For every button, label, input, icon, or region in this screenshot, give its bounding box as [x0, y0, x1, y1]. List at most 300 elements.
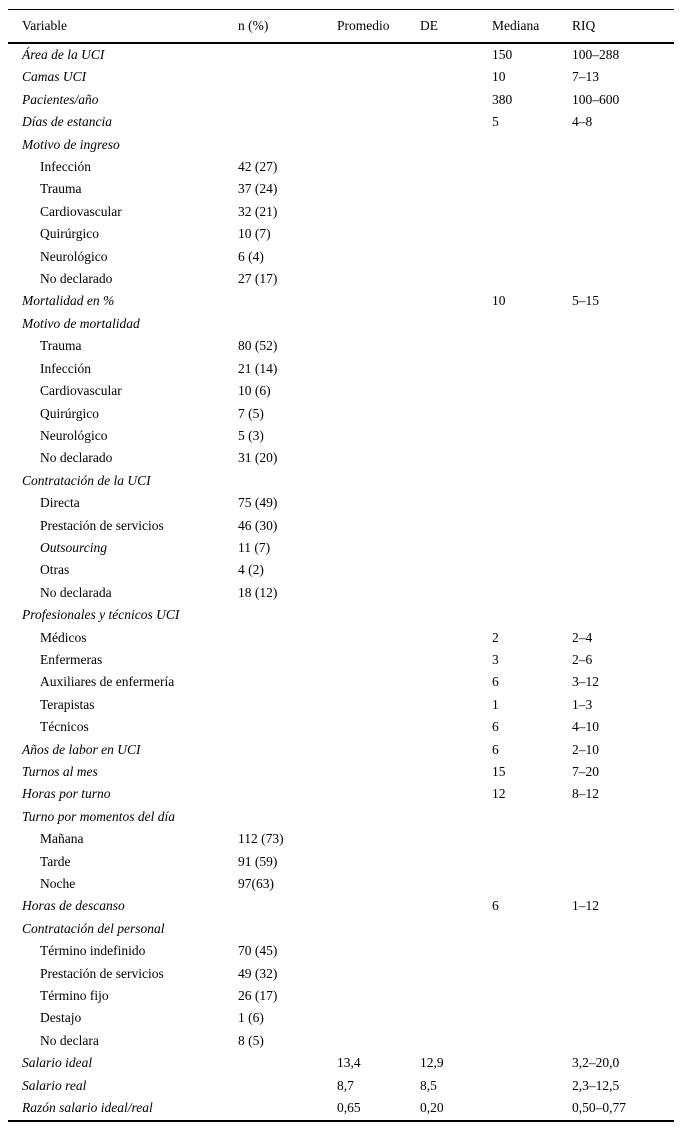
cell-promedio — [337, 246, 420, 268]
row-label: Área de la UCI — [22, 47, 105, 62]
cell-de — [420, 470, 492, 492]
cell-promedio — [337, 335, 420, 357]
cell-n — [238, 895, 337, 917]
cell-n: 8 (5) — [238, 1032, 264, 1048]
cell-mediana — [492, 201, 572, 223]
cell-de — [420, 358, 492, 380]
row-label: No declara — [40, 1032, 99, 1048]
row-label: Término fijo — [40, 988, 109, 1004]
cell-de — [420, 313, 492, 335]
cell-riq: 100–600 — [572, 91, 620, 107]
cell-promedio — [337, 134, 420, 156]
table-row — [8, 43, 674, 66]
cell-promedio — [337, 828, 420, 850]
cell-de — [420, 89, 492, 111]
cell-riq — [572, 380, 674, 402]
table-row — [8, 425, 674, 447]
row-label: Outsourcing — [40, 539, 107, 555]
cell-promedio — [337, 783, 420, 805]
cell-promedio — [337, 66, 420, 88]
cell-riq — [572, 335, 674, 357]
table-row — [8, 537, 674, 559]
cell-n: 91 (59) — [238, 853, 278, 869]
row-label: Directa — [40, 495, 80, 511]
row-label: Razón salario ideal/real — [22, 1100, 153, 1116]
table-row — [8, 985, 674, 1007]
cell-n — [238, 806, 337, 828]
cell-n — [238, 470, 337, 492]
cell-n — [238, 627, 337, 649]
row-label: Infección — [40, 360, 91, 376]
cell-mediana — [492, 515, 572, 537]
row-label: Prestación de servicios — [40, 517, 164, 533]
cell-riq: 4–8 — [572, 114, 593, 130]
row-label: Trauma — [40, 338, 82, 354]
cell-promedio — [337, 537, 420, 559]
cell-mediana: 380 — [492, 91, 513, 107]
cell-mediana: 3 — [492, 651, 499, 667]
cell-promedio — [337, 358, 420, 380]
cell-promedio — [337, 313, 420, 335]
cell-riq — [572, 1007, 674, 1029]
cell-riq — [572, 515, 674, 537]
cell-mediana: 1 — [492, 696, 499, 712]
cell-mediana — [492, 268, 572, 290]
table-row — [8, 895, 674, 917]
row-label: Motivo de ingreso — [22, 136, 120, 152]
table-row — [8, 739, 674, 761]
cell-riq: 0,50–0,77 — [572, 1100, 626, 1116]
cell-de — [420, 761, 492, 783]
table-row — [8, 66, 674, 88]
cell-de — [420, 559, 492, 581]
table-row — [8, 134, 674, 156]
cell-riq — [572, 470, 674, 492]
row-label: Término indefinido — [40, 943, 146, 959]
table-row — [8, 290, 674, 312]
table-row — [8, 156, 674, 178]
cell-de — [420, 178, 492, 200]
cell-promedio: 8,7 — [337, 1077, 354, 1093]
cell-de — [420, 828, 492, 850]
row-label: Destajo — [40, 1010, 82, 1026]
row-label: Quirúrgico — [40, 226, 99, 242]
table-row — [8, 89, 674, 111]
table-row — [8, 268, 674, 290]
cell-mediana — [492, 1007, 572, 1029]
cell-n — [238, 671, 337, 693]
cell-n: 11 (7) — [238, 539, 271, 555]
cell-mediana: 10 — [492, 293, 506, 309]
cell-n — [238, 694, 337, 716]
table-body — [8, 43, 674, 1121]
row-label: Horas de descanso — [22, 898, 125, 914]
cell-promedio — [337, 156, 420, 178]
cell-promedio — [337, 178, 420, 200]
cell-promedio — [337, 89, 420, 111]
row-label: Cardiovascular — [40, 383, 122, 399]
cell-de — [420, 627, 492, 649]
cell-n — [238, 716, 337, 738]
cell-promedio — [337, 380, 420, 402]
cell-n — [238, 111, 337, 133]
cell-riq: 4–10 — [572, 719, 599, 735]
cell-n — [238, 649, 337, 671]
cell-de — [420, 694, 492, 716]
row-label: Horas por turno — [22, 786, 111, 802]
cell-de: 12,9 — [420, 1055, 444, 1071]
cell-mediana — [492, 604, 572, 626]
cell-n: 70 (45) — [238, 943, 278, 959]
cell-mediana — [492, 582, 572, 604]
cell-promedio — [337, 918, 420, 940]
row-label: Pacientes/año — [22, 91, 99, 107]
cell-n — [238, 604, 337, 626]
table-row — [8, 851, 674, 873]
cell-mediana — [492, 918, 572, 940]
cell-promedio — [337, 582, 420, 604]
cell-de — [420, 649, 492, 671]
table-row — [8, 492, 674, 514]
cell-mediana — [492, 1030, 572, 1052]
cell-mediana — [492, 134, 572, 156]
table-row — [8, 403, 674, 425]
cell-mediana: 6 — [492, 898, 499, 914]
table-row — [8, 447, 674, 469]
cell-riq: 8–12 — [572, 786, 599, 802]
row-label: Enfermeras — [40, 651, 103, 667]
cell-riq — [572, 492, 674, 514]
table-header — [8, 10, 674, 44]
row-label: Técnicos — [40, 719, 89, 735]
table-row — [8, 671, 674, 693]
cell-n: 10 (6) — [238, 383, 271, 399]
cell-n — [238, 290, 337, 312]
cell-promedio — [337, 268, 420, 290]
table-row — [8, 806, 674, 828]
cell-n: 26 (17) — [238, 988, 278, 1004]
row-label: Salario ideal — [22, 1055, 93, 1071]
cell-n: 6 (4) — [238, 248, 264, 264]
cell-n — [238, 761, 337, 783]
table-row — [8, 716, 674, 738]
cell-de — [420, 246, 492, 268]
cell-promedio — [337, 739, 420, 761]
cell-de: 0,20 — [420, 1100, 444, 1116]
table-row — [8, 828, 674, 850]
cell-riq — [572, 358, 674, 380]
cell-promedio — [337, 1007, 420, 1029]
cell-promedio — [337, 895, 420, 917]
cell-n: 21 (14) — [238, 360, 278, 376]
cell-de — [420, 851, 492, 873]
table-row — [8, 582, 674, 604]
cell-n: 5 (3) — [238, 427, 264, 443]
cell-riq: 100–288 — [572, 47, 620, 62]
row-label: No declarada — [40, 584, 112, 600]
cell-n: 7 (5) — [238, 405, 264, 421]
cell-riq: 1–12 — [572, 898, 599, 914]
cell-de — [420, 806, 492, 828]
table-row — [8, 111, 674, 133]
cell-riq — [572, 313, 674, 335]
cell-mediana — [492, 940, 572, 962]
cell-promedio — [337, 761, 420, 783]
row-label: Infección — [40, 159, 91, 175]
row-label: Días de estancia — [22, 114, 112, 130]
cell-n: 46 (30) — [238, 517, 278, 533]
cell-de — [420, 963, 492, 985]
table-row — [8, 246, 674, 268]
cell-mediana: 150 — [492, 47, 513, 62]
cell-de — [420, 156, 492, 178]
cell-promedio — [337, 1030, 420, 1052]
cell-riq: 1–3 — [572, 696, 593, 712]
cell-de — [420, 201, 492, 223]
cell-mediana — [492, 156, 572, 178]
cell-n: 4 (2) — [238, 562, 264, 578]
cell-promedio — [337, 447, 420, 469]
cell-n: 75 (49) — [238, 495, 278, 511]
cell-de — [420, 671, 492, 693]
row-label: Años de labor en UCI — [22, 741, 141, 757]
row-label: Neurológico — [40, 427, 108, 443]
cell-mediana — [492, 828, 572, 850]
cell-mediana — [492, 1097, 572, 1120]
cell-n: 1 (6) — [238, 1010, 264, 1026]
cell-promedio — [337, 403, 420, 425]
cell-promedio — [337, 604, 420, 626]
cell-n: 80 (52) — [238, 338, 278, 354]
cell-de — [420, 223, 492, 245]
cell-n — [238, 134, 337, 156]
cell-mediana: 15 — [492, 764, 506, 779]
cell-promedio — [337, 940, 420, 962]
table-row — [8, 1052, 674, 1074]
cell-mediana — [492, 313, 572, 335]
cell-promedio — [337, 492, 420, 514]
statistics-table — [8, 9, 674, 1122]
cell-de — [420, 895, 492, 917]
cell-mediana: 10 — [492, 69, 506, 85]
table-row — [8, 1097, 674, 1120]
cell-de — [420, 66, 492, 88]
cell-de — [420, 582, 492, 604]
row-label: No declarado — [40, 271, 113, 287]
cell-promedio — [337, 559, 420, 581]
column-header-n: n (%) — [238, 18, 269, 33]
cell-de — [420, 1030, 492, 1052]
table-row — [8, 201, 674, 223]
cell-promedio — [337, 290, 420, 312]
column-header-riq: RIQ — [572, 18, 596, 33]
cell-riq — [572, 537, 674, 559]
cell-mediana — [492, 223, 572, 245]
cell-mediana — [492, 335, 572, 357]
cell-n: 97(63) — [238, 876, 274, 892]
cell-n: 42 (27) — [238, 159, 278, 175]
cell-n: 37 (24) — [238, 181, 278, 197]
cell-n: 32 (21) — [238, 203, 278, 219]
cell-riq: 2–10 — [572, 741, 599, 757]
row-label: Motivo de mortalidad — [22, 315, 140, 331]
cell-promedio — [337, 201, 420, 223]
cell-riq — [572, 223, 674, 245]
row-label: Profesionales y técnicos UCI — [22, 607, 180, 623]
cell-n: 49 (32) — [238, 965, 278, 981]
cell-mediana — [492, 178, 572, 200]
table-row — [8, 313, 674, 335]
row-label: Prestación de servicios — [40, 965, 164, 981]
cell-promedio — [337, 425, 420, 447]
cell-riq: 5–15 — [572, 293, 599, 309]
row-label: Contratación de la UCI — [22, 472, 151, 488]
cell-de — [420, 739, 492, 761]
cell-promedio — [337, 111, 420, 133]
cell-de — [420, 447, 492, 469]
cell-riq — [572, 828, 674, 850]
cell-n — [238, 739, 337, 761]
table-row — [8, 1030, 674, 1052]
cell-n — [238, 1097, 337, 1120]
row-label: Quirúrgico — [40, 405, 99, 421]
cell-riq: 3,2–20,0 — [572, 1055, 620, 1071]
table-row — [8, 335, 674, 357]
cell-promedio: 0,65 — [337, 1100, 361, 1116]
cell-promedio — [337, 694, 420, 716]
cell-promedio — [337, 806, 420, 828]
row-label: Terapistas — [40, 696, 95, 712]
table-row — [8, 918, 674, 940]
row-label: Turno por momentos del día — [22, 808, 176, 824]
cell-riq: 2–6 — [572, 651, 593, 667]
table-row — [8, 627, 674, 649]
cell-mediana: 6 — [492, 674, 499, 690]
row-label: Trauma — [40, 181, 82, 197]
row-label: Contratación del personal — [22, 920, 165, 936]
cell-n — [238, 783, 337, 805]
cell-riq — [572, 604, 674, 626]
cell-mediana — [492, 851, 572, 873]
cell-promedio — [337, 671, 420, 693]
cell-mediana — [492, 537, 572, 559]
cell-de — [420, 268, 492, 290]
cell-n — [238, 43, 337, 66]
cell-promedio — [337, 716, 420, 738]
cell-mediana — [492, 403, 572, 425]
cell-riq: 7–13 — [572, 69, 599, 85]
cell-n — [238, 918, 337, 940]
cell-riq — [572, 268, 674, 290]
cell-riq: 2,3–12,5 — [572, 1077, 620, 1093]
row-label: Auxiliares de enfermería — [40, 674, 175, 690]
cell-riq — [572, 425, 674, 447]
cell-mediana — [492, 470, 572, 492]
row-label: Turnos al mes — [22, 764, 98, 779]
cell-n — [238, 313, 337, 335]
cell-n — [238, 1052, 337, 1074]
cell-mediana: 12 — [492, 786, 506, 802]
table-row — [8, 1007, 674, 1029]
row-label: Neurológico — [40, 248, 108, 264]
cell-n — [238, 66, 337, 88]
cell-promedio — [337, 43, 420, 66]
cell-de — [420, 403, 492, 425]
table-row — [8, 470, 674, 492]
cell-riq — [572, 559, 674, 581]
cell-promedio — [337, 649, 420, 671]
cell-de — [420, 290, 492, 312]
table-row — [8, 649, 674, 671]
table-row — [8, 380, 674, 402]
cell-de — [420, 425, 492, 447]
cell-de — [420, 335, 492, 357]
cell-mediana — [492, 873, 572, 895]
cell-riq — [572, 918, 674, 940]
cell-de — [420, 1007, 492, 1029]
row-label: No declarado — [40, 450, 113, 466]
cell-promedio — [337, 851, 420, 873]
cell-n — [238, 89, 337, 111]
cell-de — [420, 43, 492, 66]
cell-mediana — [492, 963, 572, 985]
row-label: Noche — [40, 876, 76, 892]
table-row — [8, 963, 674, 985]
column-header-promedio: Promedio — [337, 18, 390, 33]
row-label: Cardiovascular — [40, 203, 122, 219]
cell-riq: 7–20 — [572, 764, 599, 779]
table-row — [8, 783, 674, 805]
cell-promedio — [337, 985, 420, 1007]
cell-de — [420, 111, 492, 133]
cell-mediana — [492, 358, 572, 380]
cell-de — [420, 873, 492, 895]
cell-riq — [572, 403, 674, 425]
cell-promedio — [337, 873, 420, 895]
cell-mediana — [492, 380, 572, 402]
row-label: Salario real — [22, 1077, 87, 1093]
table-row — [8, 761, 674, 783]
cell-riq — [572, 156, 674, 178]
cell-mediana — [492, 492, 572, 514]
cell-mediana: 2 — [492, 629, 499, 645]
cell-mediana — [492, 985, 572, 1007]
cell-n: 10 (7) — [238, 226, 271, 242]
cell-riq — [572, 963, 674, 985]
row-label: Mañana — [40, 831, 84, 847]
cell-riq — [572, 447, 674, 469]
cell-mediana: 6 — [492, 741, 499, 757]
cell-riq — [572, 940, 674, 962]
cell-riq — [572, 582, 674, 604]
column-header-mediana: Mediana — [492, 18, 540, 33]
cell-riq — [572, 873, 674, 895]
cell-riq: 2–4 — [572, 629, 593, 645]
row-label: Mortalidad en % — [22, 293, 115, 309]
cell-promedio — [337, 963, 420, 985]
column-header-variable: Variable — [22, 18, 67, 33]
table-row — [8, 515, 674, 537]
cell-n: 18 (12) — [238, 584, 278, 600]
cell-mediana — [492, 1075, 572, 1097]
cell-riq — [572, 134, 674, 156]
cell-de — [420, 604, 492, 626]
table-row — [8, 940, 674, 962]
row-label: Tarde — [40, 853, 71, 869]
cell-de — [420, 380, 492, 402]
cell-n: 31 (20) — [238, 450, 278, 466]
cell-promedio — [337, 223, 420, 245]
